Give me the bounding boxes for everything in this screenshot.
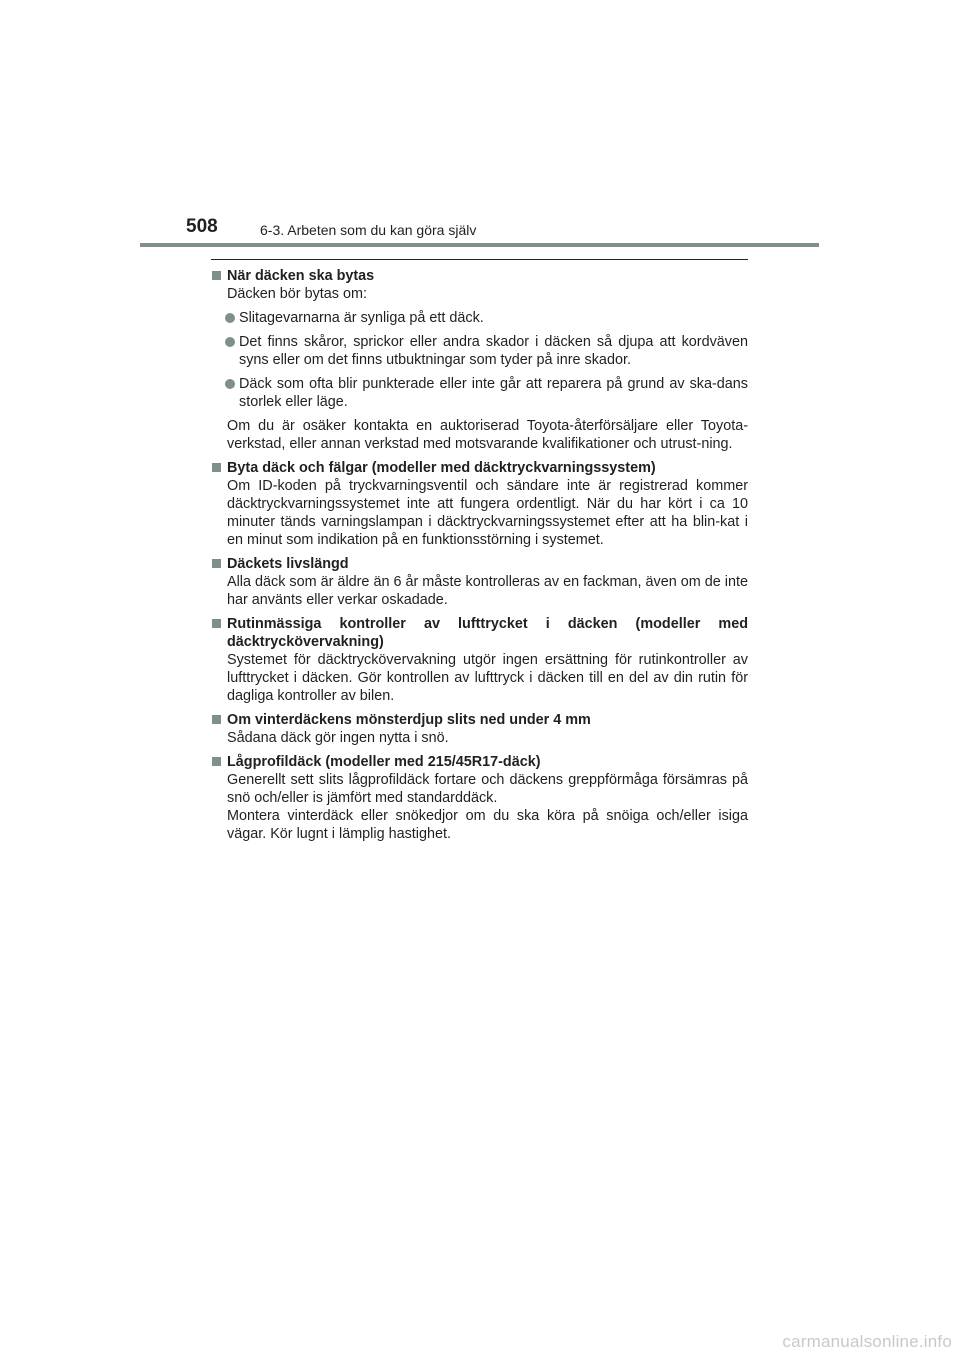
section-low-profile: [211, 753, 748, 843]
header-rule: [140, 243, 819, 247]
round-bullet-icon: [225, 379, 235, 389]
section-intro: Däcken bör bytas om:: [227, 286, 367, 302]
section-routine-checks: [211, 615, 748, 705]
section-heading: [211, 615, 748, 651]
heading-text: Däckets livslängd: [227, 556, 349, 572]
watermark: carmanualsonline.info: [782, 1332, 952, 1351]
section-heading: [211, 555, 748, 573]
section-body: Alla däck som är äldre än 6 år måste kontrolleras av en fackman, även om de inte har använts eller verkar oskadade.: [227, 574, 748, 608]
list-item: [211, 375, 748, 411]
section-heading: [211, 459, 748, 477]
square-bullet-icon: [212, 619, 221, 628]
section-body: Om ID-koden på tryckvarningsventil och sändare inte är registrerad kommer däcktryckvarningssystemet inte att fungera ordentligt. När du har kört i ca 10 minuter tänds varningslampan i däcktryckvarningssystemet efter att ha blin-kat i en minut som indikation på en funktionsstörning i systemet.: [227, 478, 748, 548]
section-tire-lifespan: [211, 555, 748, 609]
section-body: Generellt sett slits lågprofildäck fortare och däckens greppförmåga försämras på snö och/eller is jämfört med standarddäck.: [227, 772, 748, 806]
heading-text: När däcken ska bytas: [227, 268, 375, 284]
section-heading: [211, 711, 748, 729]
section-winter-tread: [211, 711, 748, 747]
content: [211, 267, 748, 849]
square-bullet-icon: [212, 559, 221, 568]
section-heading: [211, 267, 748, 285]
list-item-text: Slitagevarnarna är synliga på ett däck.: [239, 310, 484, 326]
list-item: [211, 333, 748, 369]
square-bullet-icon: [212, 271, 221, 280]
round-bullet-icon: [225, 337, 235, 347]
heading-text: Rutinmässiga kontroller av lufttrycket i däcken (modeller med däcktryckövervakning): [227, 616, 748, 650]
section-body: Om du är osäker kontakta en auktoriserad Toyota-återförsäljare eller Toyota-verkstad, eller annan verkstad med motsvarande kvalifikationer och utrust-ning.: [227, 418, 748, 452]
section-tpws-wheels: [211, 459, 748, 549]
list-item: [211, 309, 748, 327]
page-number: 508: [186, 216, 218, 237]
section-body: Sådana däck gör ingen nytta i snö.: [227, 730, 449, 746]
heading-text: Byta däck och fälgar (modeller med däcktryckvarningssystem): [227, 460, 656, 476]
list-item-text: Det finns skåror, sprickor eller andra skador i däcken så djupa att kordväven syns eller om det finns utbuktningar som tyder på inre skador.: [239, 334, 748, 368]
section-tire-replacement: [211, 267, 748, 453]
list-item-text: Däck som ofta blir punkterade eller inte går att reparera på grund av ska-dans storlek eller läge.: [239, 376, 748, 410]
content-top-rule: [211, 259, 748, 260]
section-body: Montera vinterdäck eller snökedjor om du ska köra på snöiga och/eller isiga vägar. Kör lugnt i lämplig hastighet.: [227, 808, 748, 842]
round-bullet-icon: [225, 313, 235, 323]
section-title: 6-3. Arbeten som du kan göra själv: [260, 222, 477, 238]
square-bullet-icon: [212, 715, 221, 724]
heading-text: Om vinterdäckens mönsterdjup slits ned under 4 mm: [227, 712, 591, 728]
square-bullet-icon: [212, 757, 221, 766]
section-heading: [211, 753, 748, 771]
square-bullet-icon: [212, 463, 221, 472]
heading-text: Lågprofildäck (modeller med 215/45R17-däck): [227, 754, 541, 770]
section-body: Systemet för däcktryckövervakning utgör ingen ersättning för rutinkontroller av lufttrycket i däcken. Gör kontrollen av lufttryck i däcken till en del av din rutin för dagliga kontroller av bilen.: [227, 652, 748, 704]
